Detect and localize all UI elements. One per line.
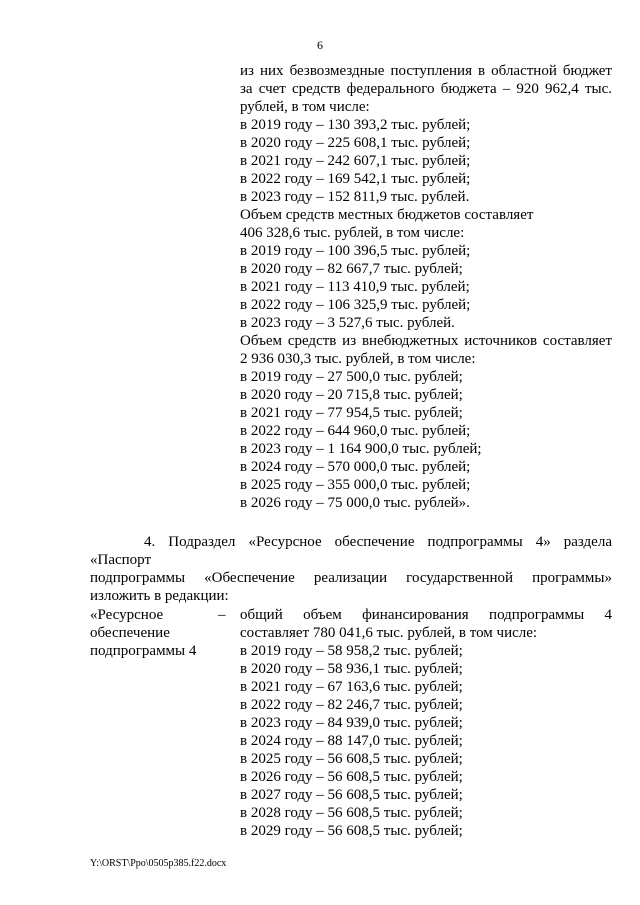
resource-year-line: в 2025 году – 56 608,5 тыс. рублей;: [240, 751, 463, 767]
federal-intro-line: из них безвозмездные поступления в областной бюджет: [240, 63, 612, 79]
label-dash: –: [218, 607, 226, 623]
paragraph-4-line: подпрограммы «Обеспечение реализации государственной программы»: [90, 570, 612, 586]
resource-label-line: подпрограммы 4: [90, 643, 197, 659]
resource-year-line: в 2026 году – 56 608,5 тыс. рублей;: [240, 769, 463, 785]
page-number: 6: [317, 38, 323, 52]
document-path-footer: Y:\ORST\Ppo\0505p385.f22.docx: [90, 858, 227, 869]
funding-continuation-block: [240, 62, 612, 512]
resource-year-line: в 2027 году – 56 608,5 тыс. рублей;: [240, 787, 463, 803]
resource-label-line: «Ресурсное: [90, 607, 164, 623]
local-intro-line: 406 328,6 тыс. рублей, в том числе:: [240, 225, 465, 241]
extra-year-line: в 2021 году – 77 954,5 тыс. рублей;: [240, 405, 463, 421]
extra-year-line: в 2023 году – 1 164 900,0 тыс. рублей;: [240, 441, 482, 457]
extra-intro-line: Объем средств из внебюджетных источников составляет: [240, 333, 612, 349]
resource-year-line: в 2024 году – 88 147,0 тыс. рублей;: [240, 733, 463, 749]
paragraph-4-line: 4. Подраздел «Ресурсное обеспечение подпрограммы 4» раздела «Паспорт: [90, 534, 612, 568]
local-year-line: в 2019 году – 100 396,5 тыс. рублей;: [240, 243, 471, 259]
resource-year-line: в 2021 году – 67 163,6 тыс. рублей;: [240, 679, 463, 695]
resource-label-line: обеспечение: [90, 625, 170, 641]
resource-year-line: в 2028 году – 56 608,5 тыс. рублей;: [240, 805, 463, 821]
resource-funding-block: [240, 606, 612, 840]
extra-intro-line: 2 936 030,3 тыс. рублей, в том числе:: [240, 351, 476, 367]
resource-intro-line: общий объем финансирования подпрограммы 4: [240, 607, 612, 623]
local-year-line: в 2020 году – 82 667,7 тыс. рублей;: [240, 261, 463, 277]
extra-year-line: в 2026 году – 75 000,0 тыс. рублей».: [240, 495, 470, 511]
extra-year-line: в 2025 году – 355 000,0 тыс. рублей;: [240, 477, 471, 493]
extra-year-line: в 2022 году – 644 960,0 тыс. рублей;: [240, 423, 471, 439]
local-year-line: в 2022 году – 106 325,9 тыс. рублей;: [240, 297, 471, 313]
resource-year-line: в 2029 году – 56 608,5 тыс. рублей;: [240, 823, 463, 839]
resource-year-line: в 2023 году – 84 939,0 тыс. рублей;: [240, 715, 463, 731]
paragraph-4-line: изложить в редакции:: [90, 588, 229, 604]
federal-year-line: в 2022 году – 169 542,1 тыс. рублей;: [240, 171, 471, 187]
resource-intro-line: составляет 780 041,6 тыс. рублей, в том числе:: [240, 625, 538, 641]
resource-year-line: в 2020 году – 58 936,1 тыс. рублей;: [240, 661, 463, 677]
resource-year-line: в 2019 году – 58 958,2 тыс. рублей;: [240, 643, 463, 659]
federal-year-line: в 2021 году – 242 607,1 тыс. рублей;: [240, 153, 471, 169]
federal-year-line: в 2020 году – 225 608,1 тыс. рублей;: [240, 135, 471, 151]
federal-year-line: в 2019 году – 130 393,2 тыс. рублей;: [240, 117, 471, 133]
extra-year-line: в 2024 году – 570 000,0 тыс. рублей;: [240, 459, 471, 475]
federal-intro-line: за счет средств федерального бюджета – 920 962,4 тыс.: [240, 81, 612, 97]
resource-label: [90, 606, 230, 660]
extra-year-line: в 2019 году – 27 500,0 тыс. рублей;: [240, 369, 463, 385]
local-year-line: в 2021 году – 113 410,9 тыс. рублей;: [240, 279, 470, 295]
resource-year-line: в 2022 году – 82 246,7 тыс. рублей;: [240, 697, 463, 713]
local-year-line: в 2023 году – 3 527,6 тыс. рублей.: [240, 315, 455, 331]
federal-year-line: в 2023 году – 152 811,9 тыс. рублей.: [240, 189, 470, 205]
paragraph-4: [90, 533, 612, 605]
federal-intro-line: рублей, в том числе:: [240, 99, 370, 115]
extra-year-line: в 2020 году – 20 715,8 тыс. рублей;: [240, 387, 463, 403]
local-intro-line: Объем средств местных бюджетов составляет: [240, 207, 534, 223]
